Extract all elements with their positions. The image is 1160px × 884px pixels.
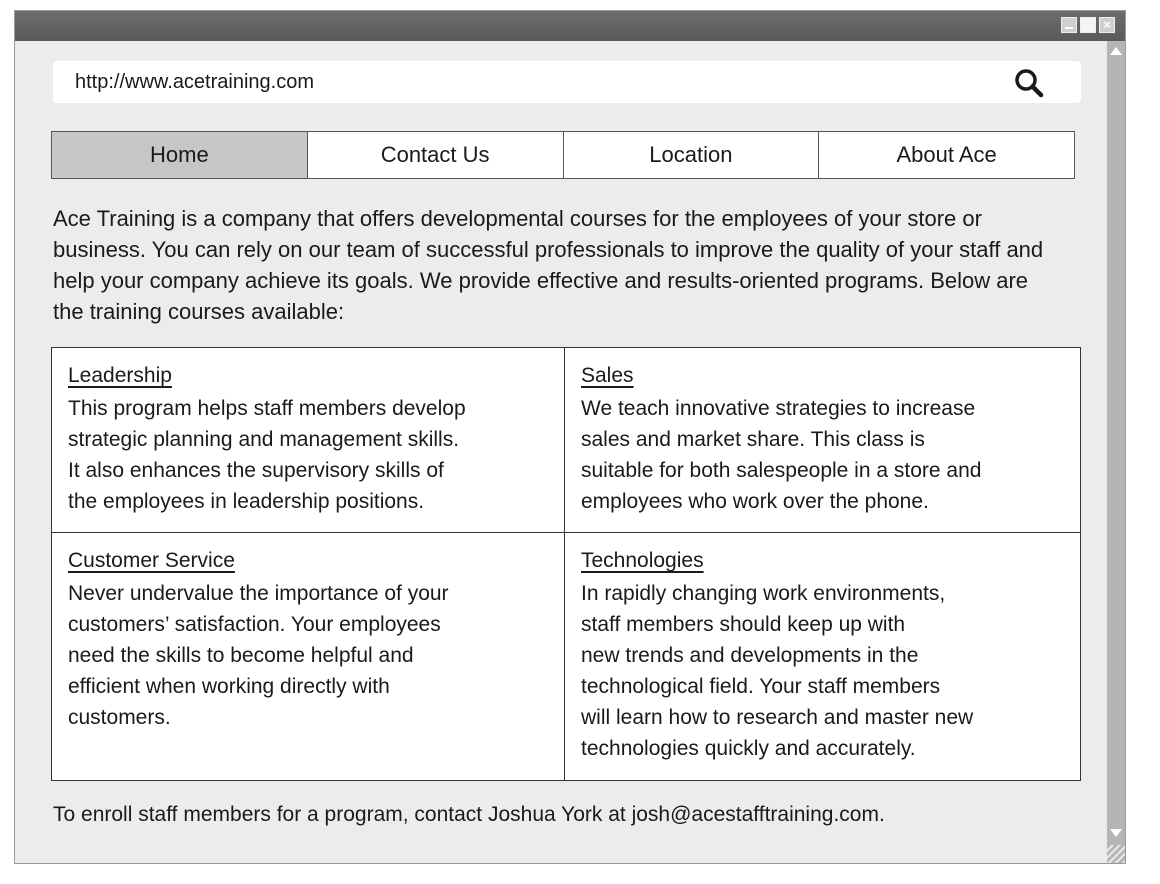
course-sales (564, 348, 1080, 532)
search-icon[interactable] (1013, 67, 1045, 99)
nav-bar (51, 131, 1075, 179)
course-title: Customer Service (68, 549, 235, 572)
close-icon[interactable]: × (1099, 17, 1115, 33)
course-leadership (52, 348, 564, 532)
minimize-icon[interactable] (1061, 17, 1077, 33)
course-customer-service (52, 532, 564, 780)
address-bar[interactable] (53, 61, 1081, 103)
course-title: Sales (581, 364, 634, 387)
course-description: We teach innovative strategies to increase sales and market share. This class is suitable for both salespeople in a store and employees who work over the phone. (581, 397, 982, 513)
courses-table (51, 347, 1081, 781)
intro-text: Ace Training is a company that offers developmental courses for the employees of your store or business. You can rely on our team of successful professionals to improve the quality of your staff and help your company achieve its goals. We provide effective and results-oriented programs. Below are the training courses available: (53, 206, 1044, 324)
course-description: In rapidly changing work environments, staff members should keep up with new trends and developments in the technological field. Your staff members will learn how to research and master new technologies quickly and accurately. (581, 582, 974, 760)
course-description: This program helps staff members develop strategic planning and management skills. It also enhances the supervisory skills of the employees in leadership positions. (68, 397, 466, 513)
page-content (15, 41, 1107, 863)
enroll-contact-text: To enroll staff members for a program, contact Joshua York at josh@acestafftraining.com. (53, 803, 885, 826)
url-text[interactable]: http://www.acetraining.com (75, 71, 314, 93)
tab-contact-us[interactable]: Contact Us (308, 132, 564, 178)
tab-about-ace[interactable]: About Ace (896, 142, 997, 167)
tab-home[interactable]: Home (52, 132, 308, 178)
course-description: Never undervalue the importance of your customers’ satisfaction. Your employees need the skills to become helpful and efficient when working directly with customers. (68, 582, 449, 729)
scroll-down-icon[interactable] (1110, 829, 1122, 837)
window-controls (1061, 17, 1115, 33)
tab-location[interactable]: Location (564, 132, 820, 178)
vertical-scrollbar[interactable] (1107, 41, 1125, 863)
course-title: Technologies (581, 549, 704, 572)
maximize-icon[interactable] (1080, 17, 1096, 33)
scroll-up-icon[interactable] (1110, 47, 1122, 55)
course-title: Leadership (68, 364, 172, 387)
title-bar (15, 11, 1125, 41)
resize-grip-icon[interactable] (1107, 845, 1125, 863)
browser-window (14, 10, 1126, 864)
course-technologies (564, 532, 1080, 780)
